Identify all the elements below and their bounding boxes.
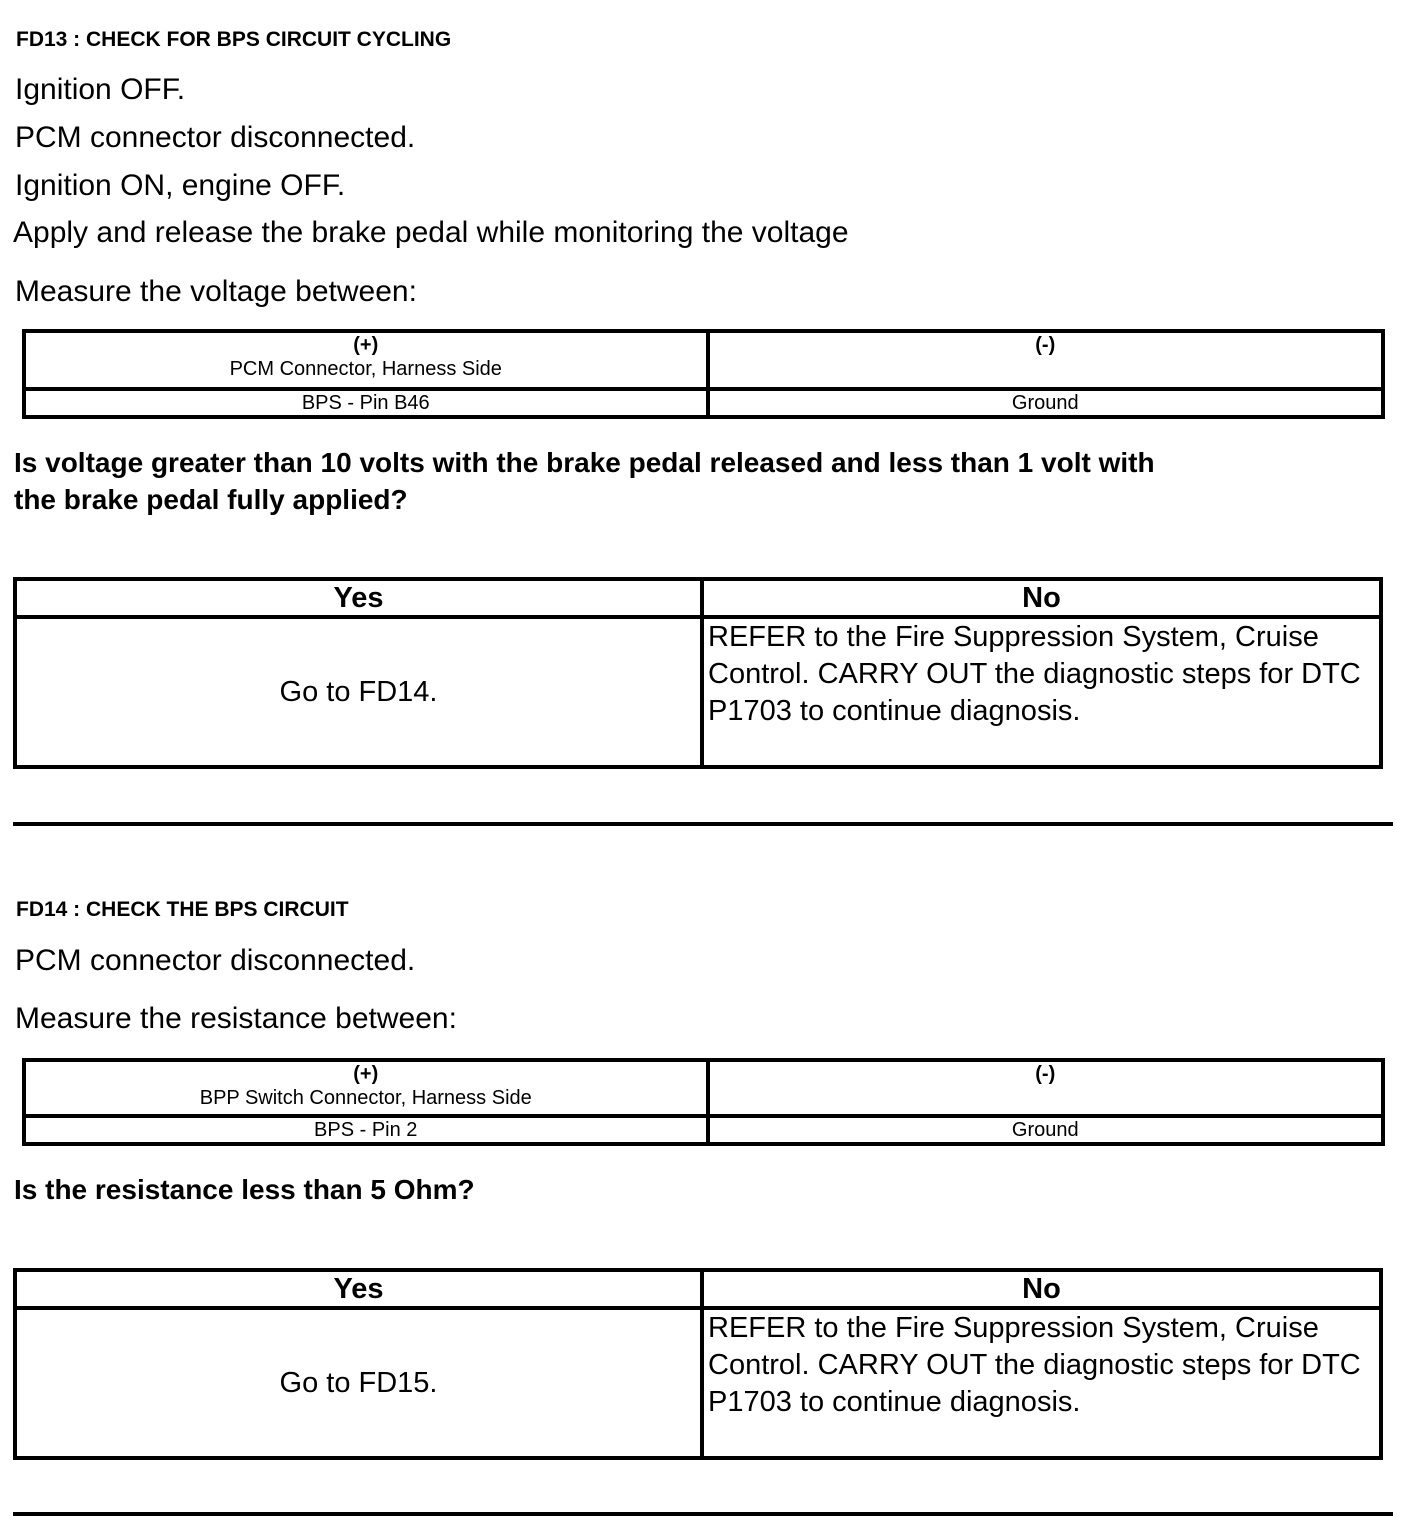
plus-connector: BPP Switch Connector, Harness Side [199, 1087, 532, 1109]
section-divider [13, 822, 1393, 826]
no-action: REFER to the Fire Suppression System, Cruise Control. CARRY OUT the diagnostic steps for DTC P1703 to continue diagnosis. [702, 1308, 1381, 1458]
result-table [13, 1268, 1383, 1460]
measurement-table [22, 329, 1385, 419]
minus-pin: Ground [708, 1116, 1384, 1144]
measurement-table [22, 1058, 1385, 1146]
plus-header: (+) [353, 334, 379, 356]
step-title-fd14: FD14 : CHECK THE BPS CIRCUIT [16, 898, 349, 921]
minus-header: (-) [1035, 334, 1056, 356]
step-instruction: PCM connector disconnected. [15, 944, 416, 977]
plus-pin: BPS - Pin 2 [24, 1116, 708, 1144]
step-instruction: Ignition OFF. [15, 73, 186, 106]
minus-header: (-) [1035, 1063, 1056, 1085]
step-instruction: PCM connector disconnected. [15, 121, 416, 154]
yes-action: Go to FD14. [15, 617, 702, 767]
result-table [13, 577, 1383, 769]
yes-header: Yes [15, 1270, 702, 1308]
minus-pin: Ground [708, 389, 1384, 417]
question-line2: the brake pedal fully applied? [14, 484, 408, 515]
no-header: No [702, 579, 1381, 617]
yes-header: Yes [15, 579, 702, 617]
yes-action: Go to FD15. [15, 1308, 702, 1458]
step-instruction: Ignition ON, engine OFF. [15, 169, 346, 202]
question: Is voltage greater than 10 volts with the brake pedal released and less than 1 volt with [14, 447, 1155, 478]
no-action: REFER to the Fire Suppression System, Cruise Control. CARRY OUT the diagnostic steps for DTC P1703 to continue diagnosis. [702, 617, 1381, 767]
step-instruction: Apply and release the brake pedal while monitoring the voltage [13, 216, 849, 249]
section-divider [13, 1512, 1393, 1516]
plus-connector: PCM Connector, Harness Side [229, 358, 502, 380]
plus-pin: BPS - Pin B46 [24, 389, 708, 417]
step-title-fd13: FD13 : CHECK FOR BPS CIRCUIT CYCLING [16, 28, 452, 51]
plus-header: (+) [353, 1063, 379, 1085]
no-header: No [702, 1270, 1381, 1308]
measure-label: Measure the resistance between: [15, 1002, 457, 1035]
measure-label: Measure the voltage between: [15, 275, 417, 308]
question: Is the resistance less than 5 Ohm? [14, 1174, 475, 1205]
